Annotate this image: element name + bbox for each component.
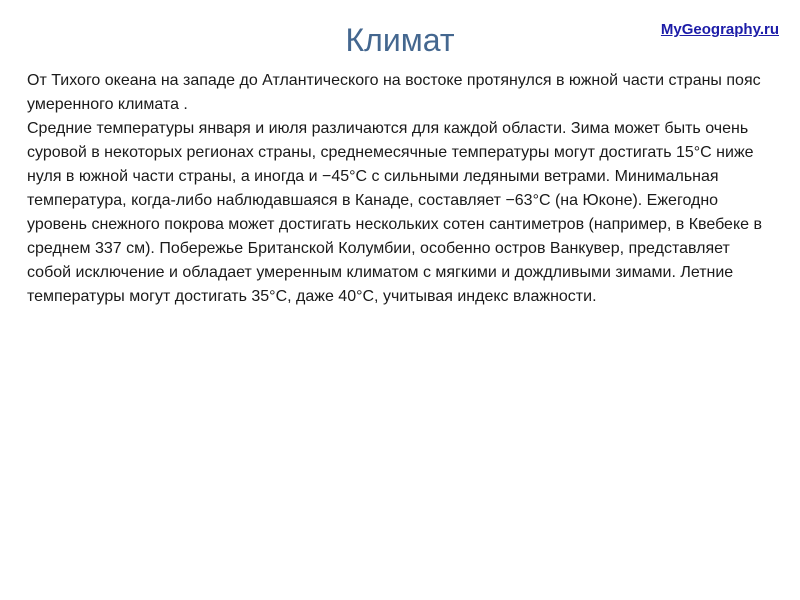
paragraph-intro: От Тихого океана на западе до Атлантического на востоке протянулся в южной части страны пояс умеренного климата . — [27, 72, 761, 113]
slide-title: Климат — [345, 22, 455, 58]
body-text — [27, 69, 775, 309]
paragraph-temperatures: Средние температуры января и июля различаются для каждой области. Зима может быть очень суровой в некоторых регионах страны, среднемесячные температуры могут достигать 15°C ниже нуля в южной части страны, а иногда и −45°C с сильными ледяными ветрами. Минимальная температура, когда-либо наблюдавшаяся в Канаде, составляет −63°C (на Юконе). Ежегодно уровень снежного покрова может достигать нескольких сотен сантиметров (например, в Квебеке в среднем 337 см). Побережье Британской Колумбии, особенно остров Ванкувер, представляет собой исключение и обладает умеренным климатом с мягкими и дождливыми зимами. Летние температуры могут достигать 35°C, даже 40°C, учитывая индекс влажности. — [27, 120, 762, 305]
site-link[interactable]: MyGeography.ru — [660, 21, 779, 38]
